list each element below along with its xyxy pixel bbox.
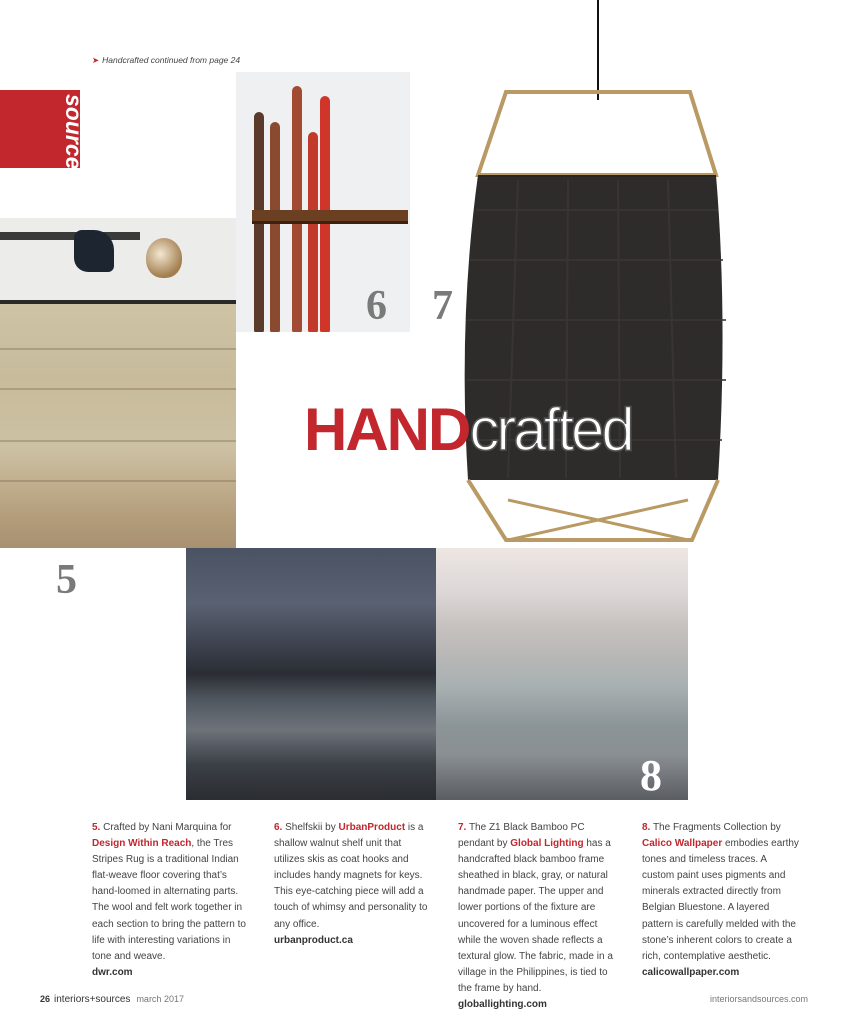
cloth-shape xyxy=(74,230,114,272)
item-7-description xyxy=(458,820,616,1013)
item-number-6: 6 xyxy=(366,283,387,329)
pendant-lamp-illustration xyxy=(448,0,738,548)
item-8-url[interactable]: calicowallpaper.com xyxy=(642,966,740,978)
item-5-description xyxy=(92,820,250,981)
shelf-shape xyxy=(252,210,408,224)
page-number: 26 xyxy=(40,994,51,1004)
item-5-pre: Crafted by Nani Marquina for xyxy=(100,822,232,833)
headline-crafted: crafted xyxy=(469,396,632,463)
arrow-icon: ➤ xyxy=(92,55,100,65)
bench-shape xyxy=(0,232,140,240)
item-8-brand: Calico Wallpaper xyxy=(642,838,723,850)
vase-shape xyxy=(146,238,182,278)
wallpaper-dark-photo xyxy=(186,548,436,800)
headline-hand: HAND xyxy=(304,396,470,463)
item-8-num: 8. xyxy=(642,822,651,833)
item-6-pre: Shelfskii by xyxy=(282,822,339,833)
item-6-url[interactable]: urbanproduct.ca xyxy=(274,934,353,946)
item-5-brand: Design Within Reach xyxy=(92,838,192,850)
ski-shape xyxy=(270,122,280,332)
rug-photo xyxy=(0,218,236,548)
item-7-url[interactable]: globallighting.com xyxy=(458,999,547,1011)
item-6-brand: UrbanProduct xyxy=(338,822,406,833)
rug-stripe xyxy=(0,440,236,442)
ski-shape xyxy=(308,132,318,332)
item-7-pre: The Z1 Black Bamboo PC pendant by xyxy=(458,822,585,850)
rug-stripe xyxy=(0,348,236,350)
item-number-8: 8 xyxy=(640,751,662,800)
item-5-post: , the Tres Stripes Rug is a traditional Indian flat-weave floor covering that’s hand-loomed in alternating parts. The wool and felt work together in each section to bring the pattern to life with interesting variations in tone and weave. xyxy=(92,838,246,962)
item-5-num: 5. xyxy=(92,822,101,833)
headline xyxy=(304,396,632,463)
section-tab xyxy=(0,90,87,183)
item-number-7: 7 xyxy=(432,283,453,329)
item-7-post: has a handcrafted black bamboo frame sheathed in black, gray, or natural handmade paper. The upper and lower portions of the fixture are uncovered for a luminous effect while the woven shade reflects a textural glow. The fabric, made in a village in the Philippines, is tied to the frame by hand. xyxy=(458,838,613,994)
magazine-name: interiors+sources xyxy=(54,994,131,1005)
footer-site[interactable]: interiorsandsources.com xyxy=(709,994,808,1004)
continued-note xyxy=(92,55,240,66)
item-6-description xyxy=(274,820,432,949)
item-8-pre: The Fragments Collection by xyxy=(650,822,781,833)
item-7-num: 7. xyxy=(458,822,467,833)
item-6-post: is a shallow walnut shelf unit that utilizes skis as coat hooks and includes handy magnets for keys. This eye-catching piece will add a touch of whimsy and personality to any office. xyxy=(274,822,428,930)
item-number-5: 5 xyxy=(56,557,77,603)
footer-folio xyxy=(40,994,184,1005)
rug-stripe xyxy=(0,388,236,390)
item-8-description xyxy=(642,820,800,981)
ski-shape xyxy=(292,86,302,332)
rug-stripe xyxy=(0,480,236,482)
item-7-brand: Global Lighting xyxy=(510,838,584,850)
continued-text: Handcrafted continued from page 24 xyxy=(102,55,241,65)
section-tab-label: sources xyxy=(61,94,87,183)
item-5-url[interactable]: dwr.com xyxy=(92,966,133,978)
item-6-num: 6. xyxy=(274,822,283,833)
issue-date: march 2017 xyxy=(136,994,184,1004)
item-8-post: embodies earthy tones and timeless traces. A custom paint uses pigments and minerals extracted directly from Belgian Bluestone. A layered pattern is carefully melded with the stone’s inherent colors to create a rich, contemplative aesthetic. xyxy=(642,838,799,962)
